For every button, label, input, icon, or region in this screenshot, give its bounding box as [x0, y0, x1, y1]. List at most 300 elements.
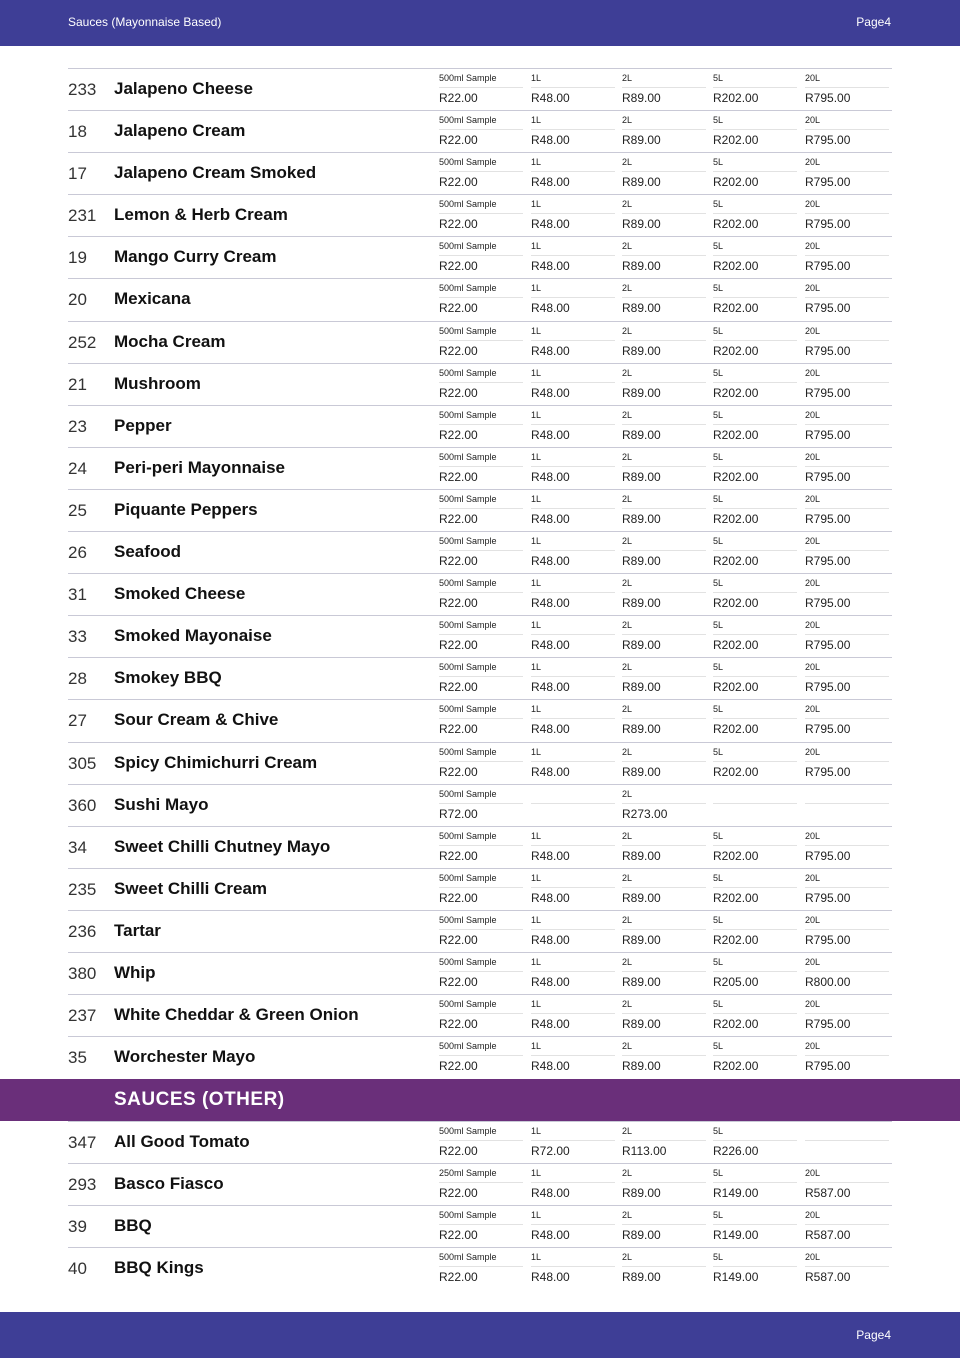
cell-underline	[622, 129, 706, 130]
cell-underline	[713, 803, 797, 804]
pack-size: 5L	[713, 1168, 724, 1179]
price-cell	[439, 1036, 523, 1078]
pack-price: R89.00	[622, 1059, 661, 1074]
cell-underline	[805, 382, 889, 383]
pack-price: R795.00	[805, 259, 851, 274]
pack-price: R48.00	[531, 385, 570, 400]
product-code: 31	[68, 585, 87, 605]
cell-underline	[622, 213, 706, 214]
product-code: 380	[68, 963, 97, 983]
product-name: Smoked Cheese	[114, 584, 246, 604]
pack-price: R22.00	[439, 91, 478, 105]
category-title: Sauces (Mayonnaise Based)	[68, 15, 222, 29]
cell-underline	[531, 634, 615, 635]
price-cell	[439, 489, 523, 531]
pack-size: 1L	[531, 199, 542, 210]
price-cell	[622, 278, 706, 320]
product-name: Sweet Chilli Chutney Mayo	[114, 836, 331, 856]
page-footer	[0, 1312, 960, 1358]
price-cell	[531, 952, 615, 994]
price-cell	[622, 868, 706, 910]
price-cell	[622, 152, 706, 194]
pack-size: 1L	[531, 1252, 542, 1263]
cell-underline	[531, 255, 615, 256]
product-row	[0, 784, 960, 826]
pack-price: R22.00	[439, 511, 478, 526]
pack-size: 1L	[531, 409, 542, 420]
price-cell	[531, 236, 615, 278]
pack-size: 5L	[713, 1041, 724, 1052]
pack-price: R22.00	[439, 1144, 478, 1158]
pack-price: R202.00	[713, 259, 759, 274]
product-code: 26	[68, 543, 87, 563]
pack-size: 500ml Sample	[439, 1252, 497, 1263]
pack-price: R795.00	[805, 385, 851, 400]
cell-underline	[713, 1182, 797, 1183]
pack-price: R22.00	[439, 1059, 478, 1074]
price-cell	[439, 573, 523, 615]
pack-price: R202.00	[713, 427, 759, 442]
cell-underline	[531, 592, 615, 593]
price-cell	[439, 194, 523, 236]
pack-size: 5L	[713, 914, 724, 925]
product-row	[0, 194, 960, 236]
cell-underline	[622, 424, 706, 425]
price-cell	[713, 573, 797, 615]
price-cell	[622, 952, 706, 994]
pack-price: R89.00	[622, 1270, 661, 1285]
pack-size: 2L	[622, 115, 633, 126]
pack-price: R89.00	[622, 596, 661, 611]
pack-size: 2L	[622, 578, 633, 589]
price-cell	[439, 657, 523, 699]
price-cell	[713, 1163, 797, 1205]
price-cell	[531, 994, 615, 1036]
pack-size: 5L	[713, 872, 724, 883]
pack-size: 5L	[713, 578, 724, 589]
cell-underline	[622, 761, 706, 762]
product-name: BBQ	[114, 1216, 152, 1236]
pack-price: R89.00	[622, 848, 661, 863]
price-cell	[439, 110, 523, 152]
product-code: 28	[68, 669, 87, 689]
pack-size: 1L	[531, 536, 542, 547]
pack-price: R22.00	[439, 1017, 478, 1032]
cell-underline	[713, 887, 797, 888]
product-name: Mocha Cream	[114, 331, 226, 351]
product-code: 293	[68, 1175, 97, 1195]
cell-underline	[805, 676, 889, 677]
pack-price: R89.00	[622, 217, 661, 232]
product-name: Smoked Mayonaise	[114, 626, 272, 646]
price-cell	[531, 573, 615, 615]
product-row	[0, 68, 960, 110]
cell-underline	[531, 845, 615, 846]
price-cell	[439, 994, 523, 1036]
pack-size: 2L	[622, 746, 633, 757]
pack-size: 2L	[622, 536, 633, 547]
price-cell	[713, 615, 797, 657]
pack-price: R22.00	[439, 764, 478, 779]
cell-underline	[805, 634, 889, 635]
pack-price: R89.00	[622, 1228, 661, 1243]
pack-size: 500ml Sample	[439, 73, 497, 83]
pack-size: 20L	[805, 704, 821, 715]
pack-size: 1L	[531, 1168, 542, 1179]
pack-size: 1L	[531, 241, 542, 252]
product-row	[0, 573, 960, 615]
price-cell	[622, 657, 706, 699]
pack-price: R22.00	[439, 427, 478, 442]
price-cell	[805, 405, 889, 447]
cell-underline	[439, 803, 523, 804]
product-row	[0, 826, 960, 868]
pack-price: R202.00	[713, 511, 759, 526]
pack-size: 2L	[622, 157, 633, 168]
pack-size: 20L	[805, 493, 821, 504]
price-cell	[622, 531, 706, 573]
pack-price: R202.00	[713, 764, 759, 779]
pack-price: R22.00	[439, 974, 478, 989]
pack-price: R22.00	[439, 175, 478, 190]
pack-price: R202.00	[713, 175, 759, 190]
cell-underline	[439, 1224, 523, 1225]
pack-size: 2L	[622, 367, 633, 378]
price-cell	[713, 278, 797, 320]
price-cell	[805, 321, 889, 363]
price-cell	[805, 742, 889, 784]
cell-underline	[439, 297, 523, 298]
pack-price: R587.00	[805, 1270, 851, 1285]
product-name: Tartar	[114, 920, 161, 940]
price-cell	[531, 657, 615, 699]
price-cell	[531, 615, 615, 657]
price-cell	[805, 1247, 889, 1289]
price-cell	[805, 110, 889, 152]
pack-price: R48.00	[531, 259, 570, 274]
cell-underline	[531, 382, 615, 383]
pack-size: 2L	[622, 1252, 633, 1263]
cell-underline	[531, 87, 615, 88]
pack-size: 1L	[531, 283, 542, 294]
price-cell	[713, 152, 797, 194]
cell-underline	[439, 718, 523, 719]
pack-size: 500ml Sample	[439, 1210, 497, 1221]
price-cell	[622, 405, 706, 447]
cell-underline	[439, 1055, 523, 1056]
pack-size: 500ml Sample	[439, 493, 497, 504]
pack-size: 1L	[531, 325, 542, 336]
cell-underline	[531, 887, 615, 888]
product-list-mayonnaise	[0, 68, 960, 1078]
cell-underline	[713, 297, 797, 298]
price-cell	[713, 363, 797, 405]
pack-price: R795.00	[805, 890, 851, 905]
cell-underline	[805, 297, 889, 298]
price-cell	[622, 194, 706, 236]
cell-underline	[622, 718, 706, 719]
pack-size: 5L	[713, 451, 724, 462]
cell-underline	[622, 297, 706, 298]
cell-underline	[622, 676, 706, 677]
pack-size: 1L	[531, 872, 542, 883]
pack-price: R795.00	[805, 848, 851, 863]
pack-price: R48.00	[531, 680, 570, 695]
pack-size: 1L	[531, 367, 542, 378]
pack-size: 20L	[805, 1041, 821, 1052]
page-number: Page4	[856, 15, 891, 29]
pack-price: R89.00	[622, 680, 661, 695]
price-cell	[805, 868, 889, 910]
cell-underline	[439, 129, 523, 130]
cell-underline	[439, 676, 523, 677]
pack-price: R587.00	[805, 1186, 851, 1201]
product-name: Mango Curry Cream	[114, 247, 277, 267]
pack-size: 2L	[622, 1210, 633, 1221]
pack-size: 20L	[805, 241, 821, 252]
pack-size: 2L	[622, 914, 633, 925]
product-name: Sour Cream & Chive	[114, 710, 279, 730]
pack-price: R149.00	[713, 1186, 759, 1201]
price-cell	[805, 1121, 889, 1163]
pack-price: R89.00	[622, 554, 661, 569]
cell-underline	[439, 171, 523, 172]
pack-size: 1L	[531, 578, 542, 589]
cell-underline	[531, 1182, 615, 1183]
pack-size: 2L	[622, 662, 633, 673]
product-row	[0, 236, 960, 278]
pack-size: 500ml Sample	[439, 956, 497, 967]
pack-price: R202.00	[713, 301, 759, 316]
product-code: 21	[68, 374, 87, 394]
price-cell	[622, 573, 706, 615]
pack-size: 20L	[805, 1168, 821, 1179]
price-cell	[805, 952, 889, 994]
pack-price: R89.00	[622, 638, 661, 653]
pack-size: 20L	[805, 451, 821, 462]
cell-underline	[439, 1140, 523, 1141]
cell-underline	[622, 1013, 706, 1014]
product-row	[0, 1036, 960, 1078]
price-cell	[805, 531, 889, 573]
price-cell	[713, 321, 797, 363]
product-code: 23	[68, 416, 87, 436]
pack-price: R22.00	[439, 133, 478, 148]
cell-underline	[805, 592, 889, 593]
cell-underline	[622, 1182, 706, 1183]
price-cell	[622, 321, 706, 363]
price-cell	[439, 1163, 523, 1205]
footer-page-number: Page4	[856, 1328, 891, 1342]
pack-size: 1L	[531, 451, 542, 462]
pack-price: R795.00	[805, 638, 851, 653]
cell-underline	[713, 676, 797, 677]
cell-underline	[622, 340, 706, 341]
pack-size: 2L	[622, 241, 633, 252]
pack-price: R89.00	[622, 932, 661, 947]
cell-underline	[713, 129, 797, 130]
pack-size: 20L	[805, 1210, 821, 1221]
pack-price: R202.00	[713, 680, 759, 695]
pack-price: R202.00	[713, 91, 759, 105]
product-name: Pepper	[114, 415, 172, 435]
cell-underline	[713, 466, 797, 467]
price-cell	[622, 699, 706, 741]
cell-underline	[805, 761, 889, 762]
price-cell	[439, 868, 523, 910]
product-code: 360	[68, 795, 97, 815]
cell-underline	[713, 550, 797, 551]
pack-price: R48.00	[531, 722, 570, 737]
cell-underline	[531, 213, 615, 214]
product-name: Sushi Mayo	[114, 794, 209, 814]
cell-underline	[805, 929, 889, 930]
pack-size: 20L	[805, 1252, 821, 1263]
pack-size: 500ml Sample	[439, 704, 497, 715]
pack-size: 5L	[713, 956, 724, 967]
pack-size: 5L	[713, 536, 724, 547]
pack-size: 2L	[622, 493, 633, 504]
price-cell	[713, 910, 797, 952]
pack-price: R22.00	[439, 680, 478, 695]
price-cell	[531, 699, 615, 741]
pack-size: 500ml Sample	[439, 157, 497, 168]
pack-price: R795.00	[805, 722, 851, 737]
pack-price: R89.00	[622, 511, 661, 526]
pack-size: 5L	[713, 241, 724, 252]
cell-underline	[622, 1055, 706, 1056]
cell-underline	[805, 87, 889, 88]
cell-underline	[713, 761, 797, 762]
cell-underline	[531, 297, 615, 298]
cell-underline	[713, 1224, 797, 1225]
price-cell	[531, 1163, 615, 1205]
pack-size: 20L	[805, 157, 821, 168]
price-cell	[531, 68, 615, 110]
pack-size: 2L	[622, 1041, 633, 1052]
pack-size: 1L	[531, 1041, 542, 1052]
price-cell	[713, 826, 797, 868]
cell-underline	[531, 718, 615, 719]
price-cell	[622, 1036, 706, 1078]
product-name: Worchester Mayo	[114, 1047, 256, 1067]
pack-price: R795.00	[805, 175, 851, 190]
price-cell	[622, 826, 706, 868]
cell-underline	[531, 466, 615, 467]
cell-underline	[805, 1013, 889, 1014]
pack-size: 5L	[713, 830, 724, 841]
product-row	[0, 699, 960, 741]
pack-price: R22.00	[439, 259, 478, 274]
pack-price: R22.00	[439, 301, 478, 316]
cell-underline	[439, 761, 523, 762]
cell-underline	[531, 550, 615, 551]
product-code: 252	[68, 332, 97, 352]
pack-size: 250ml Sample	[439, 1168, 497, 1179]
pack-price: R795.00	[805, 343, 851, 358]
cell-underline	[713, 845, 797, 846]
pack-price: R202.00	[713, 722, 759, 737]
pack-size: 5L	[713, 283, 724, 294]
pack-price: R22.00	[439, 469, 478, 484]
product-name: BBQ Kings	[114, 1258, 204, 1278]
price-cell	[713, 868, 797, 910]
product-code: 24	[68, 458, 87, 478]
cell-underline	[622, 592, 706, 593]
cell-underline	[805, 171, 889, 172]
price-cell	[622, 68, 706, 110]
pack-price: R149.00	[713, 1270, 759, 1285]
price-cell	[805, 152, 889, 194]
price-cell	[713, 657, 797, 699]
price-cell	[805, 489, 889, 531]
product-row	[0, 1121, 960, 1163]
price-cell	[622, 910, 706, 952]
pack-price: R202.00	[713, 932, 759, 947]
price-cell	[439, 1121, 523, 1163]
pack-price: R22.00	[439, 638, 478, 653]
price-cell	[713, 489, 797, 531]
cell-underline	[439, 213, 523, 214]
pack-price: R22.00	[439, 343, 478, 358]
product-row	[0, 657, 960, 699]
product-code: 40	[68, 1259, 87, 1279]
cell-underline	[531, 1055, 615, 1056]
product-code: 18	[68, 122, 87, 142]
cell-underline	[713, 971, 797, 972]
pack-price: R22.00	[439, 596, 478, 611]
pack-price: R795.00	[805, 932, 851, 947]
pack-size: 5L	[713, 1210, 724, 1221]
pack-price: R48.00	[531, 1059, 570, 1074]
pack-size: 5L	[713, 115, 724, 126]
pack-price: R48.00	[531, 596, 570, 611]
cell-underline	[805, 1266, 889, 1267]
product-row	[0, 447, 960, 489]
pack-price: R202.00	[713, 554, 759, 569]
product-row	[0, 363, 960, 405]
cell-underline	[439, 550, 523, 551]
price-cell	[622, 363, 706, 405]
price-cell	[713, 1247, 797, 1289]
price-cell	[531, 1036, 615, 1078]
pack-price: R48.00	[531, 974, 570, 989]
product-code: 34	[68, 837, 87, 857]
product-code: 347	[68, 1133, 97, 1152]
price-cell	[531, 278, 615, 320]
cell-underline	[439, 382, 523, 383]
pack-size: 5L	[713, 157, 724, 168]
pack-price: R89.00	[622, 259, 661, 274]
price-cell	[622, 994, 706, 1036]
price-cell	[531, 489, 615, 531]
price-cell	[713, 952, 797, 994]
product-name: Whip	[114, 962, 156, 982]
cell-underline	[531, 129, 615, 130]
pack-size: 5L	[713, 367, 724, 378]
price-cell	[805, 278, 889, 320]
product-code: 20	[68, 290, 87, 310]
cell-underline	[805, 887, 889, 888]
pack-size: 1L	[531, 662, 542, 673]
product-row	[0, 1163, 960, 1205]
price-cell	[531, 405, 615, 447]
pack-size: 2L	[622, 451, 633, 462]
pack-size: 500ml Sample	[439, 999, 497, 1010]
pack-price: R22.00	[439, 722, 478, 737]
pack-price: R795.00	[805, 1017, 851, 1032]
cell-underline	[439, 508, 523, 509]
